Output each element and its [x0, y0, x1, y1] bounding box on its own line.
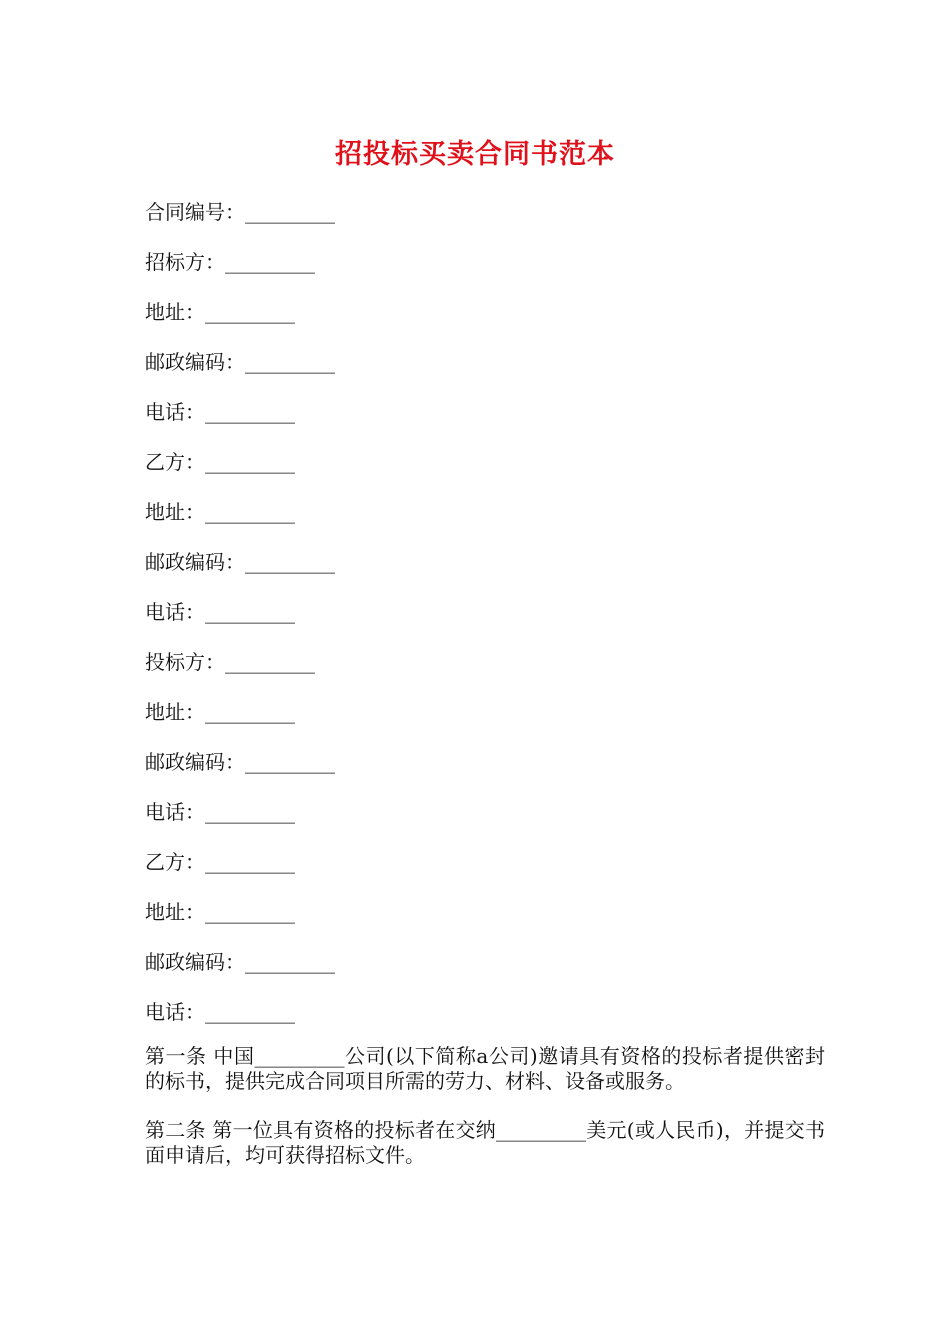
field-party-b: 乙方：_________	[145, 450, 295, 474]
field-party-b-phone: 电话：_________	[145, 600, 295, 624]
field-party-b-2-postcode: 邮政编码：_________	[145, 950, 335, 974]
field-bidder: 投标方：_________	[145, 650, 315, 674]
field-party-b-2-phone: 电话：_________	[145, 1000, 295, 1024]
clause-article-2: 第二条 第一位具有资格的投标者在交纳_________美元(或人民币)，并提交书面申请后，均可获得招标文件。	[145, 1118, 825, 1167]
field-tenderer-phone: 电话：_________	[145, 400, 295, 424]
contract-party-fields	[145, 198, 825, 1048]
contract-clauses	[145, 1044, 825, 1192]
field-bidder-phone: 电话：_________	[145, 800, 295, 824]
field-contract-number: 合同编号：_________	[145, 200, 335, 224]
field-party-b-postcode: 邮政编码：_________	[145, 550, 335, 574]
field-tenderer-address: 地址：_________	[145, 300, 295, 324]
field-tenderer: 招标方：_________	[145, 250, 315, 274]
field-party-b-address: 地址：_________	[145, 500, 295, 524]
document-title: 招投标买卖合同书范本	[335, 139, 615, 170]
field-party-b-2-address: 地址：_________	[145, 900, 295, 924]
field-tenderer-postcode: 邮政编码：_________	[145, 350, 335, 374]
field-party-b-2: 乙方：_________	[145, 850, 295, 874]
field-bidder-postcode: 邮政编码：_________	[145, 750, 335, 774]
field-bidder-address: 地址：_________	[145, 700, 295, 724]
clause-article-1: 第一条 中国_________公司(以下简称a公司)邀请具有资格的投标者提供密封的标书，提供完成合同项目所需的劳力、材料、设备或服务。	[145, 1044, 825, 1093]
